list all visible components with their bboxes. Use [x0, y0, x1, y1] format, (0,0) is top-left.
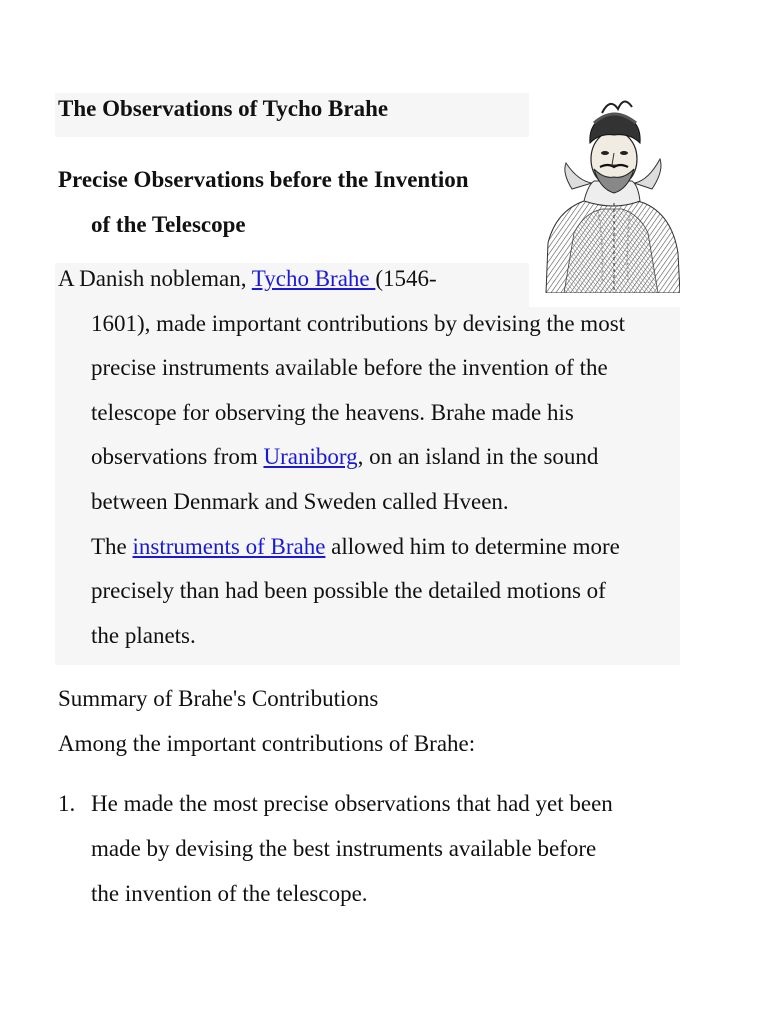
intro-line-7 — [58, 525, 680, 570]
intro-text: The — [91, 533, 133, 559]
summary-heading: Summary of Brahe's Contributions — [58, 686, 379, 711]
intro-line-9: the planets. — [91, 622, 196, 648]
intro-line-4: telescope for observing the heavens. Brahe made his — [91, 399, 574, 425]
intro-line-6: between Denmark and Sweden called Hveen. — [91, 488, 509, 514]
intro-line-3: precise instruments available before the invention of the — [91, 355, 608, 381]
intro-text: , on an island in the sound — [357, 444, 599, 470]
subtitle-line-1: Precise Observations before the Invention — [58, 167, 469, 192]
intro-text: (1546- — [375, 266, 437, 291]
intro-text: A Danish nobleman, — [58, 266, 252, 291]
subtitle-line-2: of the Telescope — [91, 212, 246, 237]
intro-line-5 — [58, 435, 680, 480]
list-item-line: the invention of the telescope. — [91, 881, 368, 906]
instruments-of-brahe-link[interactable]: instruments of Brahe — [132, 533, 326, 559]
list-item-number: 1. — [58, 791, 76, 816]
list-item — [58, 781, 698, 916]
page-title: The Observations of Tycho Brahe — [58, 96, 389, 121]
tycho-brahe-link[interactable]: Tycho Brahe — [251, 266, 376, 291]
intro-paragraph — [58, 257, 680, 658]
section-subtitle — [58, 157, 528, 247]
intro-line-1 — [58, 257, 680, 302]
uraniborg-link[interactable]: Uraniborg — [263, 444, 358, 470]
intro-text: allowed him to determine more — [325, 533, 620, 559]
intro-line-2: 1601), made important contributions by devising the most — [91, 310, 626, 336]
intro-line-8: precisely than had been possible the detailed motions of — [91, 578, 606, 604]
contributions-list — [58, 781, 698, 916]
list-item-line: made by devising the best instruments available before — [91, 836, 597, 861]
intro-text: observations from — [91, 444, 264, 470]
list-item-line: He made the most precise observations that had yet been — [91, 791, 613, 816]
summary-intro: Among the important contributions of Brahe: — [58, 731, 476, 756]
